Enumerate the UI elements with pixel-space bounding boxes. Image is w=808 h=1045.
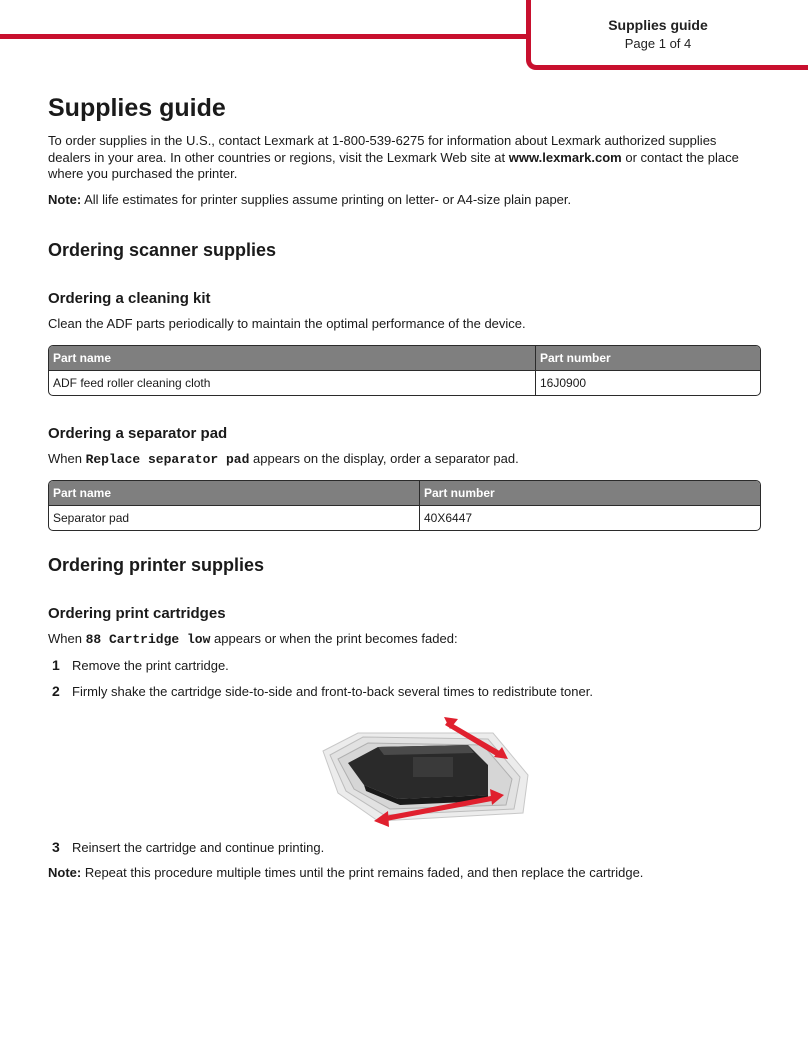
column-header-part-name: Part name	[49, 481, 419, 506]
intro-paragraph: To order supplies in the U.S., contact Lexmark at 1-800-539-6275 for information about Lexmark authorized supplies dealers in your area. In other countries or regions, visit the Lexmark Web site at www.lexmark.com or contact the place where you purchased the printer.	[48, 133, 739, 181]
part-number-cell: 16J0900	[535, 371, 760, 395]
column-header-part-number: Part number	[535, 346, 760, 371]
table-header-row	[49, 346, 760, 371]
column-header-part-name: Part name	[49, 346, 535, 371]
part-name-cell: ADF feed roller cleaning cloth	[53, 375, 211, 390]
cleaning-kit-table	[48, 345, 761, 396]
note-life-estimates: Note: All life estimates for printer supplies assume printing on letter- or A4-size plain paper.	[48, 191, 572, 207]
step-number: 3	[52, 838, 60, 855]
step-text: Firmly shake the cartridge side-to-side and front-to-back several times to redistribute toner.	[72, 683, 593, 699]
heading-scanner-supplies: Ordering scanner supplies	[48, 240, 277, 260]
separator-pad-table	[48, 480, 761, 531]
heading-print-cartridges: Ordering print cartridges	[48, 605, 226, 622]
part-name-cell: Separator pad	[53, 511, 130, 525]
main-content	[48, 94, 762, 890]
header-box	[526, 0, 808, 70]
shake-cartridge-illustration	[48, 713, 762, 833]
header-title: Supplies guide	[608, 17, 708, 33]
column-header-part-number: Part number	[419, 481, 760, 506]
table-row	[49, 506, 760, 530]
note-replace-cartridge: Note: Repeat this procedure multiple times until the print remains faded, and then replace the cartridge.	[48, 864, 644, 880]
heading-cleaning-kit: Ordering a cleaning kit	[48, 290, 211, 307]
header-rule	[0, 34, 530, 39]
step-2	[48, 683, 762, 699]
cartridge-shake-icon	[48, 713, 762, 833]
step-text: Reinsert the cartridge and continue printing.	[72, 839, 325, 855]
display-message: Replace separator pad	[85, 451, 250, 467]
step-number: 2	[52, 682, 60, 699]
cleaning-kit-text: Clean the ADF parts periodically to maintain the optimal performance of the device.	[48, 316, 526, 331]
table-header-row	[49, 481, 760, 506]
page-title: Supplies guide	[48, 94, 226, 122]
separator-pad-text: When Replace separator pad appears on the display, order a separator pad.	[48, 450, 519, 467]
display-message: 88 Cartridge low	[85, 632, 211, 647]
header-page-number: Page 1 of 4	[624, 36, 692, 51]
step-text: Remove the print cartridge.	[72, 657, 229, 673]
table-row	[49, 371, 760, 395]
heading-printer-supplies: Ordering printer supplies	[48, 555, 265, 575]
step-1	[48, 657, 762, 673]
step-number: 1	[52, 656, 60, 673]
step-3	[48, 839, 762, 855]
print-cartridges-text: When 88 Cartridge low appears or when the print becomes faded:	[48, 631, 458, 647]
part-number-cell: 40X6447	[419, 506, 760, 530]
heading-separator-pad: Ordering a separator pad	[48, 424, 228, 442]
lexmark-url: www.lexmark.com	[508, 149, 622, 165]
